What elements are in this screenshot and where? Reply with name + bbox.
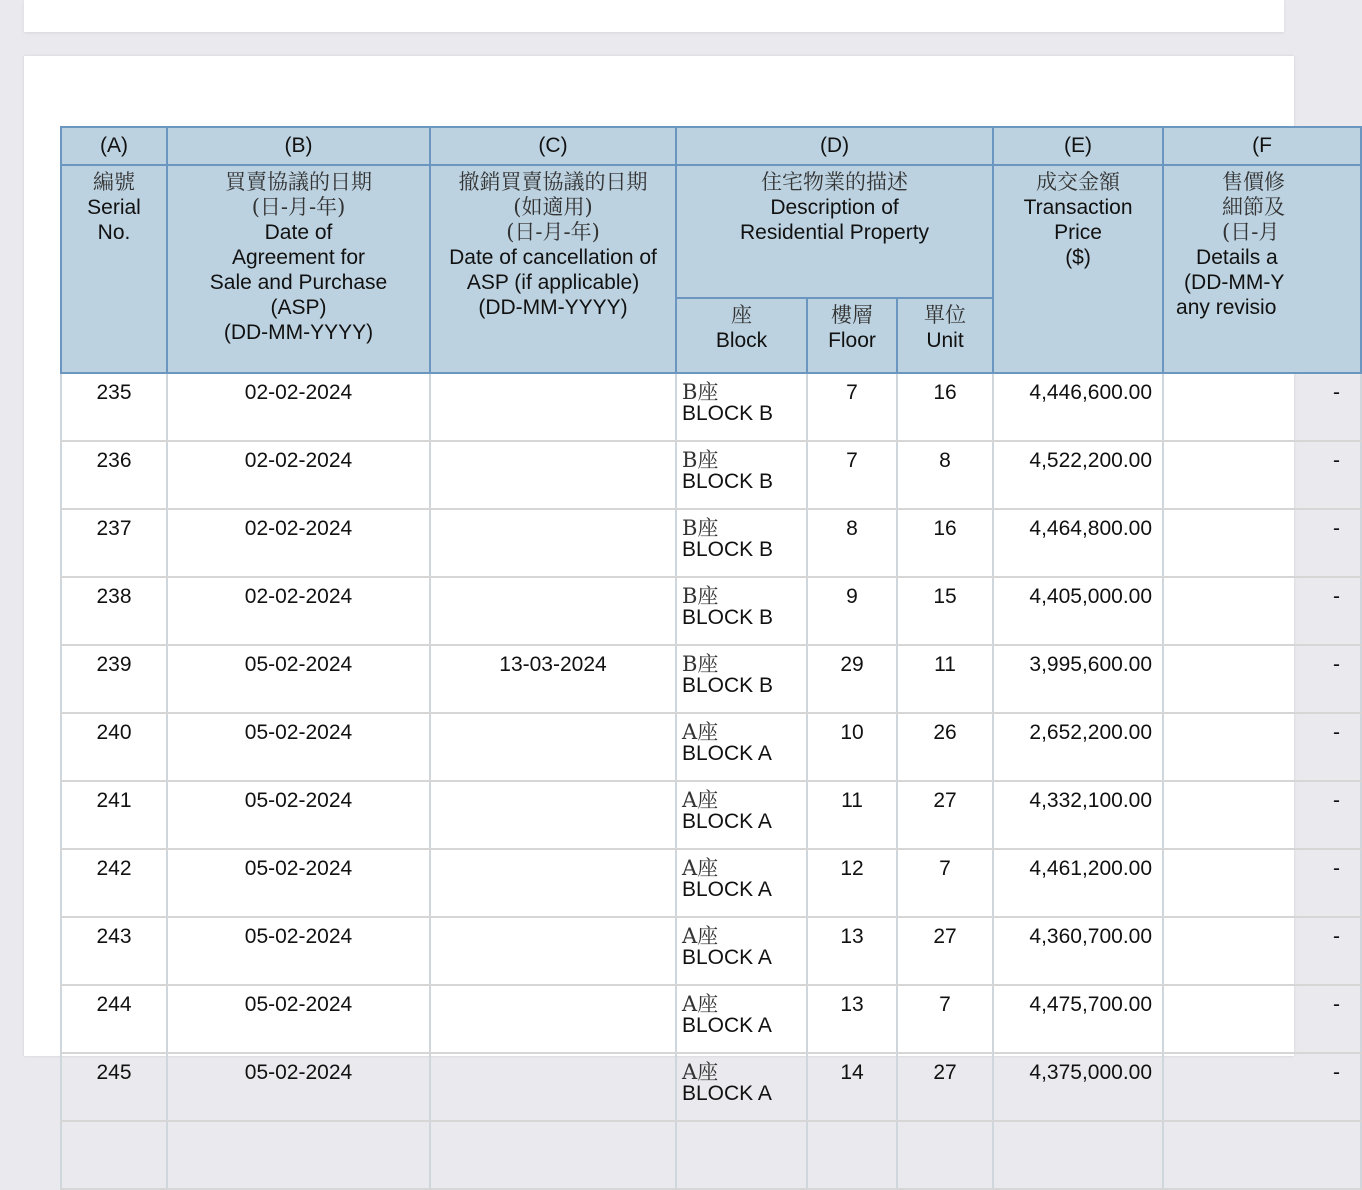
col-f-zh1: 售價修 [1222,170,1286,194]
col-a-en1: Serial [87,196,141,219]
revision-cell: - [1163,441,1361,509]
unit-cell: 7 [897,985,993,1053]
block-en: Block [715,329,768,352]
col-b-zh2: (日-月-年) [251,195,346,219]
subheader-unit [897,298,993,373]
column-description-row [61,165,1361,298]
price-cell: 4,332,100.00 [993,781,1163,849]
floor-cell: 12 [807,849,897,917]
col-b-en2: Agreement for [231,246,366,269]
col-e-en3: ($) [1065,246,1091,269]
unit-cell [897,1121,993,1189]
block-zh-label: B座 [682,380,719,404]
floor-cell: 7 [807,441,897,509]
floor-cell: 13 [807,917,897,985]
unit-cell: 27 [897,1053,993,1121]
table-body [61,373,1361,1189]
cancel-date-cell [430,441,676,509]
unit-cell: 7 [897,849,993,917]
col-b-letter: (B) [167,127,430,165]
col-d-header [676,165,993,298]
table-row [61,577,1361,645]
subheader-block [676,298,807,373]
floor-zh: 樓層 [831,303,873,327]
col-e-letter: (E) [993,127,1163,165]
unit-cell: 27 [897,917,993,985]
unit-cell: 8 [897,441,993,509]
block-en-label: BLOCK A [682,946,772,969]
revision-cell: - [1163,985,1361,1053]
col-b-header [167,165,430,373]
cancel-date-cell [430,577,676,645]
price-cell: 4,461,200.00 [993,849,1163,917]
cancel-date-cell [430,917,676,985]
asp-date-cell: 05-02-2024 [167,645,430,713]
asp-date-cell: 02-02-2024 [167,577,430,645]
block-zh-label: A座 [682,856,719,880]
asp-date-cell: 02-02-2024 [167,441,430,509]
cancel-date-cell [430,509,676,577]
block-zh-label: A座 [682,1060,719,1084]
col-a-letter: (A) [61,127,167,165]
block-zh-label: A座 [682,992,719,1016]
cancel-date-cell [430,713,676,781]
col-c-header [430,165,676,373]
table-header [61,127,1361,373]
block-en-label: BLOCK B [682,470,774,493]
price-cell: 4,405,000.00 [993,577,1163,645]
floor-cell: 11 [807,781,897,849]
col-a-header [61,165,167,373]
block-zh-label: A座 [682,788,719,812]
col-c-zh3: (日-月-年) [506,220,600,244]
subheader-floor [807,298,897,373]
block-en-label: BLOCK B [682,402,774,425]
cancel-date-cell [430,1121,676,1189]
col-c-en3: (DD-MM-YYYY) [478,296,628,319]
col-b-zh1: 買賣協議的日期 [225,170,372,194]
block-cell [676,441,807,509]
floor-cell: 14 [807,1053,897,1121]
col-f-header [1163,165,1361,373]
serial-cell: 245 [61,1053,167,1121]
col-e-en1: Transaction [1023,196,1133,219]
cancel-date-cell: 13-03-2024 [430,645,676,713]
revision-cell: - [1163,509,1361,577]
revision-cell: - [1163,373,1361,441]
revision-cell [1163,1121,1361,1189]
revision-cell: - [1163,645,1361,713]
unit-cell: 16 [897,509,993,577]
asp-date-cell: 02-02-2024 [167,373,430,441]
asp-date-cell: 05-02-2024 [167,849,430,917]
table-row [61,781,1361,849]
asp-date-cell [167,1121,430,1189]
cancel-date-cell [430,373,676,441]
col-e-zh: 成交金額 [1036,170,1121,194]
table-row [61,917,1361,985]
serial-cell: 242 [61,849,167,917]
price-cell: 4,360,700.00 [993,917,1163,985]
block-zh-label: B座 [682,516,719,540]
col-d-letter: (D) [676,127,993,165]
revision-cell: - [1163,849,1361,917]
floor-en: Floor [828,329,876,352]
price-cell [993,1121,1163,1189]
table-row [61,509,1361,577]
price-cell: 4,446,600.00 [993,373,1163,441]
block-zh-label: B座 [682,584,719,608]
price-cell: 4,464,800.00 [993,509,1163,577]
col-a-en2: No. [97,221,131,244]
unit-cell: 26 [897,713,993,781]
block-en-label: BLOCK A [682,1014,772,1037]
block-cell [676,373,807,441]
col-d-en2: Residential Property [739,221,930,244]
floor-cell: 7 [807,373,897,441]
block-cell [676,917,807,985]
block-zh-label: B座 [682,448,719,472]
block-zh-label: A座 [682,924,719,948]
asp-date-cell: 05-02-2024 [167,781,430,849]
block-en-label: BLOCK A [682,1082,772,1105]
block-zh-label: A座 [682,720,719,744]
unit-cell: 27 [897,781,993,849]
block-cell [676,1121,807,1189]
transaction-table [60,126,1362,1190]
block-cell [676,577,807,645]
previous-page-bottom [24,0,1284,32]
serial-cell: 239 [61,645,167,713]
serial-cell: 243 [61,917,167,985]
unit-cell: 15 [897,577,993,645]
table-row [61,645,1361,713]
floor-cell: 10 [807,713,897,781]
asp-date-cell: 05-02-2024 [167,713,430,781]
revision-cell: - [1163,713,1361,781]
col-f-en2: (DD-MM-Y [1184,271,1285,294]
unit-zh: 單位 [924,303,967,327]
table-row [61,1053,1361,1121]
revision-cell: - [1163,917,1361,985]
serial-cell: 240 [61,713,167,781]
block-cell [676,985,807,1053]
table-row [61,1121,1361,1189]
col-f-zh3: (日-月 [1222,220,1280,244]
block-en-label: BLOCK B [682,538,774,561]
floor-cell [807,1121,897,1189]
table-row [61,985,1361,1053]
block-en-label: BLOCK B [682,674,774,697]
serial-cell: 237 [61,509,167,577]
floor-cell: 29 [807,645,897,713]
revision-cell: - [1163,577,1361,645]
serial-cell: 235 [61,373,167,441]
serial-cell: 241 [61,781,167,849]
block-cell [676,849,807,917]
col-f-zh2: 細節及 [1222,195,1286,219]
block-en-label: BLOCK A [682,878,772,901]
floor-cell: 8 [807,509,897,577]
col-a-zh: 編號 [93,170,135,194]
cancel-date-cell [430,849,676,917]
block-en-label: BLOCK A [682,810,772,833]
serial-cell: 244 [61,985,167,1053]
block-en-label: BLOCK A [682,742,772,765]
unit-en: Unit [926,329,964,352]
col-e-en2: Price [1054,221,1102,244]
col-f-en1: Details a [1196,246,1278,269]
block-cell [676,645,807,713]
col-b-en5: (DD-MM-YYYY) [223,321,374,344]
col-c-letter: (C) [430,127,676,165]
asp-date-cell: 02-02-2024 [167,509,430,577]
block-zh: 座 [731,303,752,327]
price-cell: 4,375,000.00 [993,1053,1163,1121]
serial-cell: 238 [61,577,167,645]
revision-cell: - [1163,1053,1361,1121]
unit-cell: 11 [897,645,993,713]
table-row [61,441,1361,509]
col-c-en1: Date of cancellation of [449,246,657,269]
col-b-en3: Sale and Purchase [209,271,388,294]
col-c-zh1: 撤銷買賣協議的日期 [458,170,648,194]
serial-cell [61,1121,167,1189]
block-cell [676,509,807,577]
column-letter-row [61,127,1361,165]
col-b-en1: Date of [264,221,333,244]
block-en-label: BLOCK B [682,606,774,629]
block-cell [676,713,807,781]
col-f-letter: (F [1163,127,1361,165]
cancel-date-cell [430,781,676,849]
col-f-en3: any revisio [1176,296,1277,319]
cancel-date-cell [430,985,676,1053]
table-row [61,373,1361,441]
block-zh-label: B座 [682,652,719,676]
cancel-date-cell [430,1053,676,1121]
col-c-en2: ASP (if applicable) [466,271,640,294]
col-e-header [993,165,1163,373]
asp-date-cell: 05-02-2024 [167,1053,430,1121]
col-c-zh2: (如適用) [513,195,593,219]
price-cell: 4,522,200.00 [993,441,1163,509]
table-row [61,849,1361,917]
floor-cell: 13 [807,985,897,1053]
price-cell: 4,475,700.00 [993,985,1163,1053]
floor-cell: 9 [807,577,897,645]
price-cell: 3,995,600.00 [993,645,1163,713]
document-page [24,56,1341,1105]
asp-date-cell: 05-02-2024 [167,985,430,1053]
col-d-en1: Description of [770,196,899,219]
price-cell: 2,652,200.00 [993,713,1163,781]
asp-date-cell: 05-02-2024 [167,917,430,985]
col-d-zh: 住宅物業的描述 [761,170,909,194]
col-b-en4: (ASP) [270,296,327,319]
block-cell [676,781,807,849]
table-row [61,713,1361,781]
block-cell [676,1053,807,1121]
serial-cell: 236 [61,441,167,509]
unit-cell: 16 [897,373,993,441]
revision-cell: - [1163,781,1361,849]
